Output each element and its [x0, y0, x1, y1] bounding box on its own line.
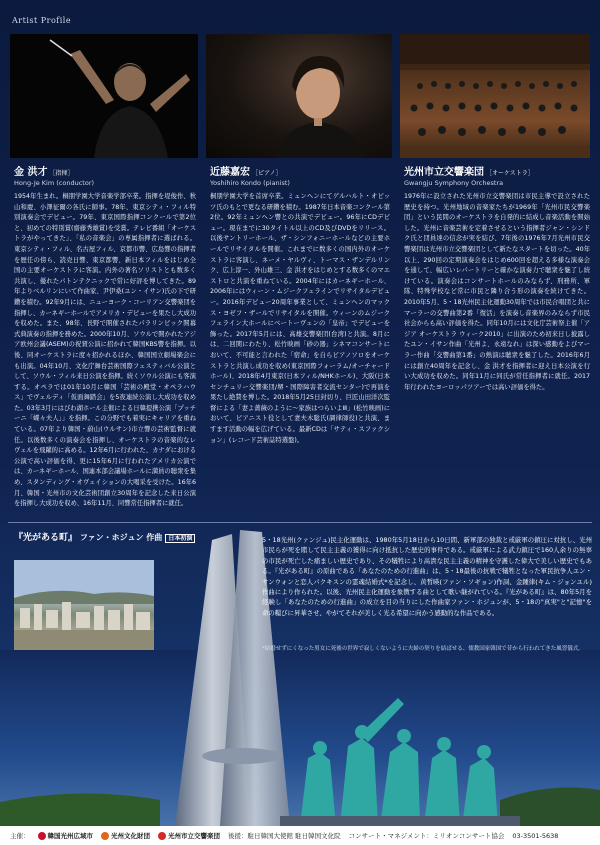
- orchestra-photo: [400, 34, 590, 158]
- work-title: [14, 530, 195, 543]
- work-title-text: 光がある町: [23, 533, 69, 543]
- artist-header-orchestra: [404, 163, 534, 187]
- artist-bio-conductor: 1954年生まれ。桐朋学園大学音楽学部卒業。指揮を堤俊作、秋山和慶、小澤征爾の各氏に師事。78年、東京シティ・フィル特別演奏会でデビュー。79年、東京国際指揮コンクールで第2位と、初めての特別賞(齋藤秀雄賞)を受賞。テレビ番組「オーケストラがやってきた」、「私の音楽会」の専属指揮者に選ばれる。東京シティ・フィル、名古屋フィル、京都市響、広島響の指揮者を歴任の傍ら、読売日響、東京都響、新日本フィルをはじめ全国の主要オーケストラに客演。内外の著名ソリストとも数多く共演し、優れたパトンテクニックで常に好評を博してきた。89年よりベルリンにいて作曲家、尹伊桑(ユン・イサン)氏の下で研鑽を積む。92年9月には、ニューヨーク・コーリアン交響楽団を指揮し、カーネギーホールでアメリカ・デビューを果たし大成功を収めた。また、98年、長野で開催されたパラリンピック開幕式典演奏の指揮を務めた。2000年10月、ソウルで開かれたアジア欧州会議(ASEM)の祝賀公演に招かれて韓国KBS響を指揮。以後、同オーケストラに度々招かれるほか、韓国国立劇場楽会にも出演。04年10月、文化庁舞台芸術国際フェスティバル公演として、ソウル・フィル来日公演を指揮。続くソウル公演にも客演する。オペラでは01年10月に韓国「芸術の殿堂・オペラハウス」でヴェルディ「仮面舞踏会」を5夜連続公演し大成功を収めた。03年3月にはびわ湖ホール主催による日韓提携公演「プッチーニ「蝶々夫人」」を指揮。この分野でも着実にキャリアを重ねている。07年より韓国・蔚山(ウルサン)市立響の芸術監督に就任。以後数多くの演奏会を指揮し、オーケストラの音楽的なレヴェルを飛躍的に高める。12年6月に行われた、カナダにおける公演で高い評価を得、更に15年6月に行われたアメリカ公演では、カーネギーホール、国連本部会議場ホールに満員の聴衆を集め、スタンディング・オヴェイションの大喝采を受けた。16年6月、韓国・光州市の文化芸術団創立30周年を記念した来日公演を指揮し大成功を収め、16年11月、同響常任指揮者に就任。: [14, 193, 196, 508]
- phone: 03-3501-5638: [512, 831, 559, 840]
- work-description: 5・18光州(クァンジュ)民主化運動は、1980年5月18日から10日間、新軍部の独裁と戒厳軍の鎮圧に対抗し、光州市民らが死を賭して民主主義の獲得に向け抵抗した歴史的事件である。戒厳軍による武力鎮圧で160人余りの無辜の市民が死亡した痛ましい歴史であり、その犠牲により高貴な民主主義の精神を守護した偉大で美しい歴史でもある。『光がある町』の原曲である「あなたのための行進曲」は、5・18最後の抗戦で犠牲となった軍民抗争人ユン・サンウォンと恋人パクキスンの霊魂結婚式*を記念し、黄皙暎(ファン・ソギョン)作詞、金鍾律(キム・ジョンユル)作曲により作られた。以後、光州民主化運動を象徴する曲として歌い継がれている。『光がある町』は、80年5月を経験し「あなたのための行進曲」の成立を目の当りにした作曲家ファン・ホジュンが、5・18の"真実"と"記憶"を命の糧びに昇華させ、やがてそれが美しく光る希望に向かう感動的な作品である。: [262, 536, 592, 617]
- supporters: 後援：駐日韓国大使館 駐日韓国文化院: [228, 832, 341, 840]
- organizer-label: 主催：: [10, 832, 30, 840]
- title-bracket-close: 』: [68, 533, 78, 543]
- artist-bio-orchestra: 1976年に設立された光州市立交響楽団は市民主導で設立された歴史を持つ。光州地域の音楽家たちが1969年「光州市民交響楽団」という民間のオーケストラを自発的に結成し音楽活動を開始した。光州に音楽芸術を定着させるという指揮者ジャン・シンドク氏と団員達の信念が実を結び、7年後の1976年7月光州市民交響楽団は光州市立交響楽団として新たなスタートを切った。40年以上、290回の定期演奏会をはじめ600回を超える多様な演奏会を通して、幅広いレパートリーと確かな演奏力で聴衆を魅了し続けている。演奏会はコンサートホールのみならず、刑務所、軍隊、特殊学校など常に市民と隣り合う形の演奏を続けてきた。2010年5月、5・18光州民主化運動30周年では市民合唱団と共にマーラーの交響曲第2番「復活」を演奏し音楽界のみならず市民社会からも高い評価を得た。同年10月には文化庁芸術祭主催「アジア オーケストラ ウィーク2010」に出演のため初来日し披露したユン・イサン作曲「光州よ、永遠なれ」は深い感動をよびマーラー作曲「交響曲第1番」の熱演は聴衆を魅了した。2016年6月には創立40周年を記念し、金 洪才を指揮者に迎え日本公演を行い大成功を収めた。同年11月に同氏が常任指揮者に就任。2017年行われたヨーロッパツアーでは高い評価を得た。: [404, 193, 590, 391]
- management: コンサート・マネジメント：ミリオンコンサート協会: [348, 832, 505, 840]
- artist-role: ［ピアノ］: [252, 170, 282, 177]
- artist-name-en: Hong-Je Kim (conductor): [14, 179, 95, 187]
- artist-name: 光州市立交響楽団: [404, 167, 484, 178]
- artist-name: 近藤嘉宏: [210, 167, 250, 178]
- artist-name-en: Gwangju Symphony Orchestra: [404, 179, 504, 187]
- organizer-name: 韓国光州広域市: [47, 832, 93, 840]
- footer-credits: [0, 826, 600, 845]
- orchestra-emblem-icon: [158, 832, 166, 840]
- artist-role: ［オーケストラ］: [486, 170, 534, 177]
- artist-bio-pianist: 桐朋学園大学を首席卒業。ミュンヘンにてゲルハルト・オピッツ氏のもとで更なる研鑽を積む。1987年日本音楽コンクール第2位。92年ミュンヘン響との共演でデビュー。96年にCDデビュー。現在までに30タイトル以上のCD及びDVDをリリース。以後サントリーホール、ザ・シンフォニーホールなどの主要ホールでリサイタルを開催。これまでに数多くの国内外のオーケストラに客演し、ネーメ・ヤルヴィ、トーマス・ザンデルリンク、広上淳一、外山雄三、金 洪才をはじめとする数多くのマエストロと共演を重ねている。2004年にはカーネギーホール、2006年にはウィーン・ムジークフェラインでリサイタルデビュー。2016年デビュー20周年事業として、ミュンヘンのマックス・ヨゼフ・ザールでリサイタルを開催。ウィーンのムジークフェライン大ホールにベートーヴェンの「皇帝」でデビューを飾った。2017年5月には、高雄交響楽団(台湾)と共演。8月には、二回関にわたり、松竹映画「砂の器」シネマコンサートにおいて、不可能と言われた「宿命」を自らピアノソロをオーケストラと共演し成功を収め(東京国際フォーラム/オーチャードホール)、2018年4月東京(日本フィル/NHKホール)、大阪(日本センチュリー交響楽団/堺・国際障害者交流センター)で再演を果たし絶賛を博した。2018年5月25日封切り、巨匠山田洋次監督による「妻よ薔薇のように～家族はつらいよⅢ」(松竹映画)において、ピアニスト役として妻夫木聡氏(調律師役)と共演、ますます活動の幅を広げている。最新CDは「サティ・スファクション」(レコード芸術誌特選盤)。: [210, 193, 390, 444]
- city-photo: [14, 560, 154, 650]
- work-composer: ファン・ホジュン 作曲: [79, 533, 163, 542]
- organizer-name: 光州市立交響楽団: [168, 832, 220, 840]
- organizer-logo-orchestra: [158, 831, 220, 840]
- artist-header-conductor: [14, 163, 94, 187]
- organizer-name: 光州文化財団: [111, 832, 150, 840]
- artist-name: 金 洪才: [14, 167, 48, 178]
- pianist-photo: [206, 34, 392, 158]
- work-footnote: *結婚せずにくなった男女に死後の世界で寂しくないように夫婦の契りを結ばせる、儒教国家韓国で昔から行われてきた風習儀式。: [262, 646, 584, 652]
- culture-foundation-emblem-icon: [101, 832, 109, 840]
- premiere-tag: 日本初演: [165, 534, 195, 543]
- conductor-photo: [10, 34, 198, 158]
- section-label: Artist Profile: [12, 16, 72, 25]
- artist-name-en: Yoshihiro Kondo (pianist): [210, 179, 290, 187]
- title-bracket-open: 『: [14, 533, 24, 543]
- gwangju-city-emblem-icon: [38, 832, 46, 840]
- organizer-logo-gwangju-city: [38, 831, 94, 840]
- artist-header-pianist: [210, 163, 290, 187]
- artist-role: ［指揮］: [49, 170, 74, 177]
- organizer-logo-culture-foundation: [101, 831, 150, 840]
